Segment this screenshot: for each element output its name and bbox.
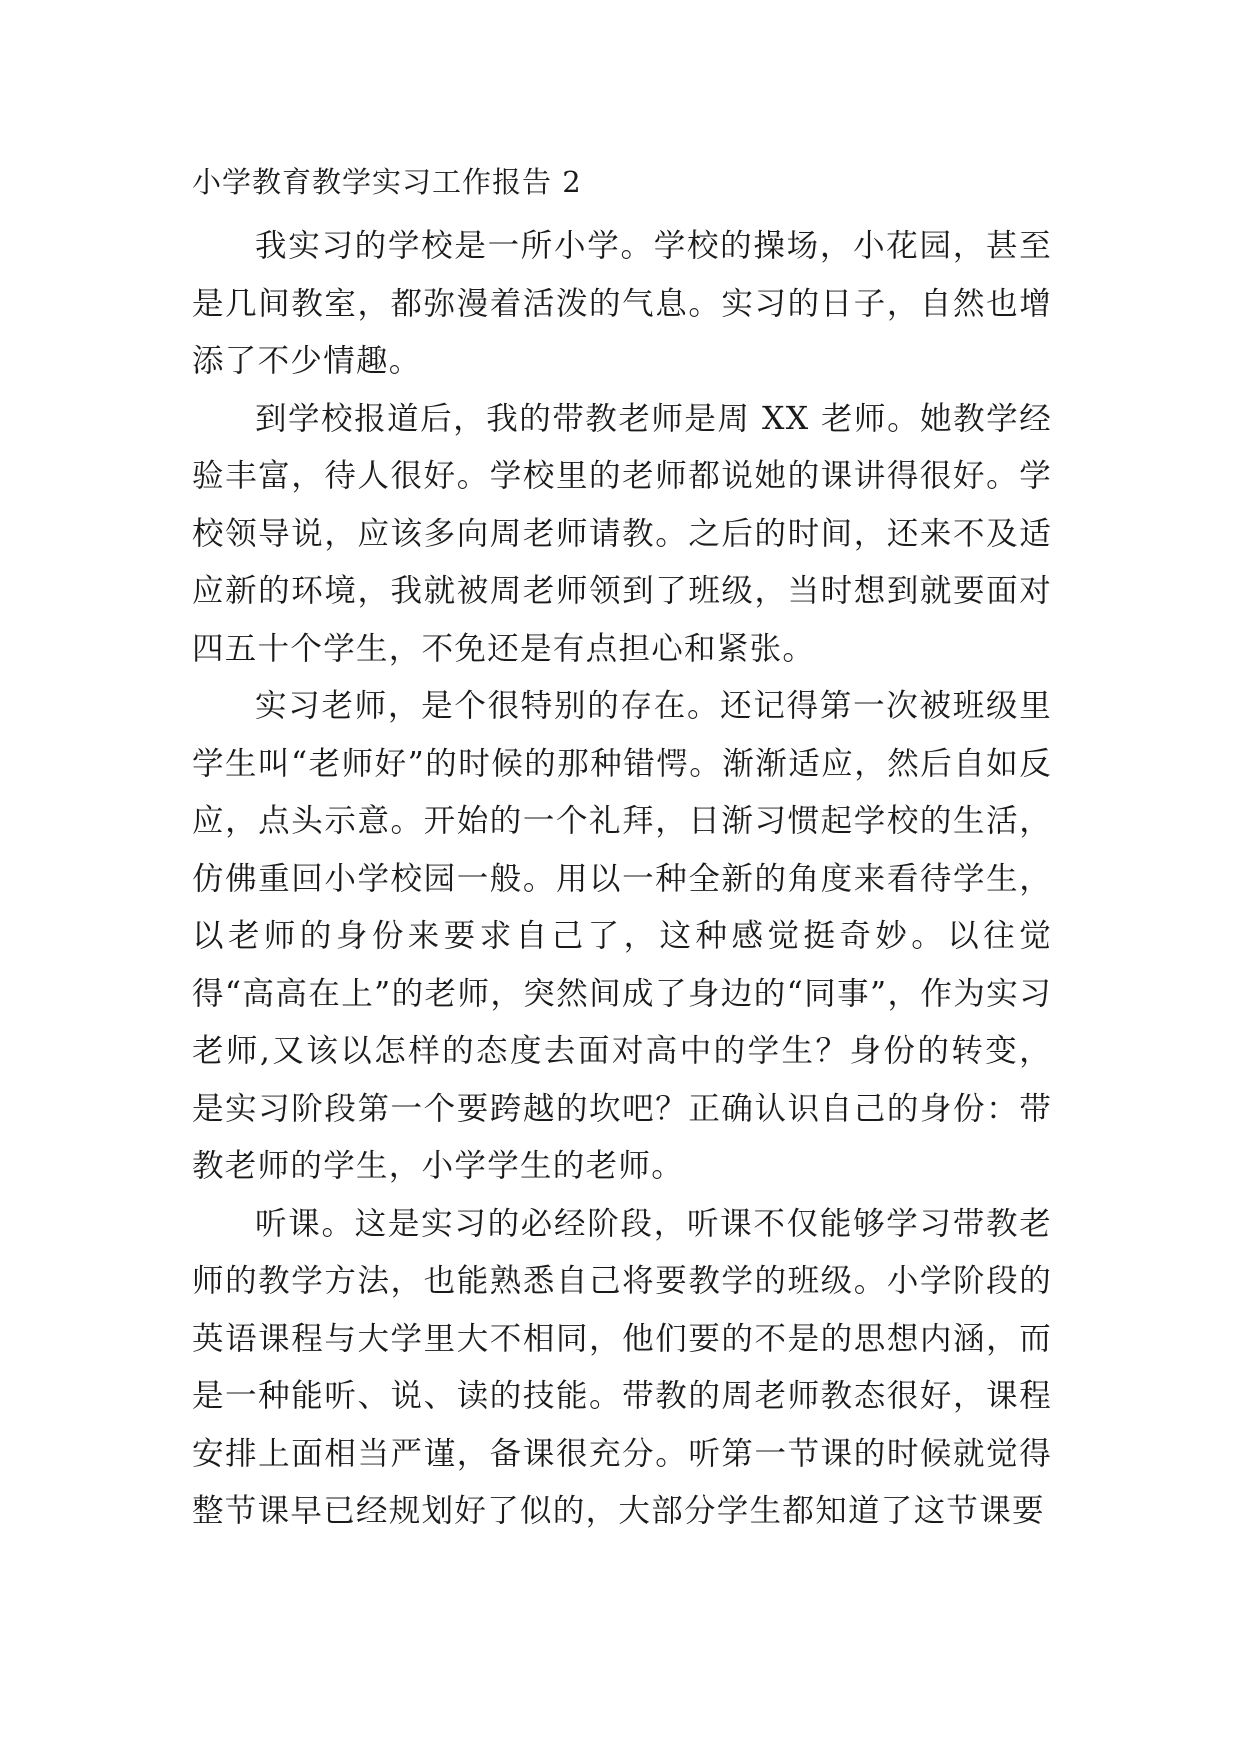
paragraph-1: 我实习的学校是一所小学。学校的操场，小花园，甚至是几间教室，都弥漫着活泼的气息。实习的日子，自然也增添了不少情趣。 [192, 228, 1052, 379]
paragraph-2: 到学校报道后，我的带教老师是周 XX 老师。她教学经验丰富，待人很好。学校里的老师都说她的课讲得很好。学校领导说，应该多向周老师请教。之后的时间，还来不及适应新的环境，我就被周老师领到了班级，当时想到就要面对四五十个学生，不免还是有点担心和紧张。 [192, 400, 1052, 667]
document-title: 小学教育教学实习工作报告 2 [192, 165, 582, 199]
paragraph-3: 实习老师，是个很特别的存在。还记得第一次被班级里学生叫“老师好”的时候的那种错愕。渐渐适应，然后自如反应，点头示意。开始的一个礼拜，日渐习惯起学校的生活，仿佛重回小学校园一般。用以一种全新的角度来看待学生，以老师的身份来要求自己了，这种感觉挺奇妙。以往觉得“高高在上”的老师，突然间成了身边的“同事”，作为实习老师,又该以怎样的态度去面对高中的学生？身份的转变，是实习阶段第一个要跨越的坎吧？正确认识自己的身份：带教老师的学生，小学学生的老师。 [192, 688, 1052, 1184]
paragraph-4: 听课。这是实习的必经阶段，听课不仅能够学习带教老师的教学方法，也能熟悉自己将要教学的班级。小学阶段的英语课程与大学里大不相同，他们要的不是的思想内涵，而是一种能听、说、读的技能。带教的周老师教态很好，课程安排上面相当严谨，备课很充分。听第一节课的时候就觉得整节课早已经规划好了似的，大部分学生都知道了这节课要 [192, 1205, 1052, 1529]
document-body [192, 160, 1052, 1541]
